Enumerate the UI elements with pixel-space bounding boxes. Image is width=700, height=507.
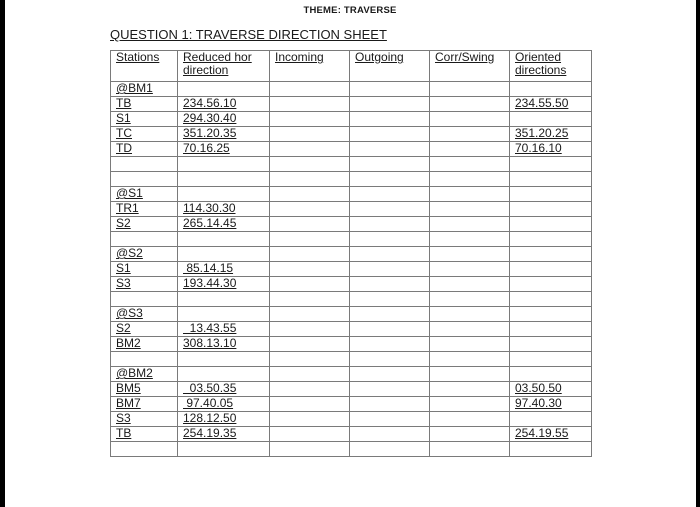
oriented-direction-cell: 351.20.25 [510, 127, 592, 142]
station-cell: BM5 [111, 382, 178, 397]
table-row [111, 337, 592, 352]
station-cell: S1 [111, 112, 178, 127]
corr-swing-cell [430, 367, 510, 382]
right-dark-border [696, 0, 700, 507]
table-row [111, 382, 592, 397]
outgoing-cell [350, 442, 430, 457]
oriented-direction-cell [510, 112, 592, 127]
corr-swing-cell [430, 172, 510, 187]
corr-swing-cell [430, 352, 510, 367]
outgoing-cell [350, 112, 430, 127]
incoming-cell [270, 352, 350, 367]
corr-swing-cell [430, 427, 510, 442]
outgoing-cell [350, 412, 430, 427]
station-cell [111, 442, 178, 457]
corr-swing-cell [430, 127, 510, 142]
outgoing-cell [350, 217, 430, 232]
incoming-cell [270, 292, 350, 307]
reduced-direction-cell [178, 82, 270, 97]
reduced-direction-cell: 265.14.45 [178, 217, 270, 232]
reduced-direction-cell: 351.20.35 [178, 127, 270, 142]
oriented-direction-cell [510, 277, 592, 292]
station-cell: S2 [111, 322, 178, 337]
outgoing-cell [350, 307, 430, 322]
oriented-direction-cell [510, 202, 592, 217]
reduced-direction-cell: 234.56.10 [178, 97, 270, 112]
table-row [111, 322, 592, 337]
station-cell: TD [111, 142, 178, 157]
corr-swing-cell [430, 337, 510, 352]
station-cell: @BM1 [111, 82, 178, 97]
incoming-cell [270, 397, 350, 412]
incoming-cell [270, 157, 350, 172]
outgoing-cell [350, 232, 430, 247]
reduced-direction-cell: 03.50.35 [178, 382, 270, 397]
corr-swing-cell [430, 232, 510, 247]
incoming-cell [270, 97, 350, 112]
outgoing-cell [350, 352, 430, 367]
oriented-direction-cell [510, 292, 592, 307]
outgoing-cell [350, 247, 430, 262]
incoming-cell [270, 427, 350, 442]
outgoing-cell [350, 172, 430, 187]
table-row [111, 142, 592, 157]
incoming-cell [270, 127, 350, 142]
incoming-cell [270, 217, 350, 232]
outgoing-cell [350, 202, 430, 217]
corr-swing-cell [430, 442, 510, 457]
outgoing-cell [350, 82, 430, 97]
incoming-cell [270, 202, 350, 217]
header-stations: Stations [111, 51, 178, 82]
outgoing-cell [350, 397, 430, 412]
corr-swing-cell [430, 412, 510, 427]
corr-swing-cell [430, 217, 510, 232]
station-cell: TR1 [111, 202, 178, 217]
reduced-direction-cell: 128.12.50 [178, 412, 270, 427]
outgoing-cell [350, 187, 430, 202]
reduced-direction-cell [178, 172, 270, 187]
oriented-direction-cell: 03.50.50 [510, 382, 592, 397]
oriented-direction-cell [510, 262, 592, 277]
incoming-cell [270, 112, 350, 127]
reduced-direction-cell [178, 367, 270, 382]
reduced-direction-cell [178, 292, 270, 307]
table-row [111, 232, 592, 247]
station-cell: BM2 [111, 337, 178, 352]
theme-heading: THEME: TRAVERSE [303, 5, 397, 16]
table-row [111, 127, 592, 142]
traverse-direction-table [110, 50, 592, 457]
reduced-direction-cell: 85.14.15 [178, 262, 270, 277]
reduced-direction-cell: 193.44.30 [178, 277, 270, 292]
header-oriented-directions: Oriented directions [510, 51, 592, 82]
table-row [111, 172, 592, 187]
table-row [111, 187, 592, 202]
outgoing-cell [350, 322, 430, 337]
station-cell: S3 [111, 277, 178, 292]
table-row [111, 217, 592, 232]
oriented-direction-cell [510, 217, 592, 232]
oriented-direction-cell [510, 367, 592, 382]
incoming-cell [270, 322, 350, 337]
corr-swing-cell [430, 322, 510, 337]
outgoing-cell [350, 157, 430, 172]
table-row [111, 412, 592, 427]
outgoing-cell [350, 262, 430, 277]
station-cell: @S2 [111, 247, 178, 262]
oriented-direction-cell [510, 187, 592, 202]
reduced-direction-cell [178, 442, 270, 457]
incoming-cell [270, 232, 350, 247]
incoming-cell [270, 262, 350, 277]
reduced-direction-cell: 308.13.10 [178, 337, 270, 352]
header-outgoing: Outgoing [350, 51, 430, 82]
station-cell: S3 [111, 412, 178, 427]
question-title: QUESTION 1: TRAVERSE DIRECTION SHEET [110, 27, 387, 42]
station-cell [111, 157, 178, 172]
outgoing-cell [350, 292, 430, 307]
corr-swing-cell [430, 112, 510, 127]
incoming-cell [270, 172, 350, 187]
table-row [111, 97, 592, 112]
reduced-direction-cell: 70.16.25 [178, 142, 270, 157]
oriented-direction-cell [510, 232, 592, 247]
incoming-cell [270, 337, 350, 352]
outgoing-cell [350, 127, 430, 142]
corr-swing-cell [430, 82, 510, 97]
incoming-cell [270, 307, 350, 322]
incoming-cell [270, 367, 350, 382]
table-row [111, 367, 592, 382]
reduced-direction-cell [178, 232, 270, 247]
corr-swing-cell [430, 97, 510, 112]
oriented-direction-cell [510, 322, 592, 337]
table-row [111, 352, 592, 367]
oriented-direction-cell [510, 172, 592, 187]
corr-swing-cell [430, 157, 510, 172]
station-cell: TB [111, 97, 178, 112]
table-row [111, 82, 592, 97]
outgoing-cell [350, 97, 430, 112]
station-cell: TB [111, 427, 178, 442]
table-row [111, 202, 592, 217]
corr-swing-cell [430, 187, 510, 202]
oriented-direction-cell: 97.40.30 [510, 397, 592, 412]
incoming-cell [270, 412, 350, 427]
corr-swing-cell [430, 202, 510, 217]
oriented-direction-cell [510, 307, 592, 322]
station-cell: S2 [111, 217, 178, 232]
corr-swing-cell [430, 292, 510, 307]
table-row [111, 262, 592, 277]
corr-swing-cell [430, 262, 510, 277]
table-row [111, 397, 592, 412]
station-cell [111, 232, 178, 247]
oriented-direction-cell: 70.16.10 [510, 142, 592, 157]
outgoing-cell [350, 277, 430, 292]
oriented-direction-cell [510, 412, 592, 427]
table-row [111, 427, 592, 442]
corr-swing-cell [430, 142, 510, 157]
outgoing-cell [350, 427, 430, 442]
reduced-direction-cell: 294.30.40 [178, 112, 270, 127]
table-row [111, 157, 592, 172]
oriented-direction-cell [510, 247, 592, 262]
oriented-direction-cell: 254.19.55 [510, 427, 592, 442]
corr-swing-cell [430, 247, 510, 262]
table-body [111, 82, 592, 457]
oriented-direction-cell [510, 157, 592, 172]
oriented-direction-cell [510, 442, 592, 457]
reduced-direction-cell: 97.40.05 [178, 397, 270, 412]
station-cell [111, 292, 178, 307]
header-incoming: Incoming [270, 51, 350, 82]
outgoing-cell [350, 367, 430, 382]
station-cell [111, 352, 178, 367]
table-row [111, 307, 592, 322]
reduced-direction-cell [178, 307, 270, 322]
station-cell: TC [111, 127, 178, 142]
incoming-cell [270, 382, 350, 397]
incoming-cell [270, 442, 350, 457]
reduced-direction-cell [178, 187, 270, 202]
left-dark-border [0, 0, 5, 507]
corr-swing-cell [430, 382, 510, 397]
header-corr-swing: Corr/Swing [430, 51, 510, 82]
outgoing-cell [350, 337, 430, 352]
reduced-direction-cell [178, 247, 270, 262]
station-cell: @S1 [111, 187, 178, 202]
oriented-direction-cell [510, 352, 592, 367]
incoming-cell [270, 247, 350, 262]
incoming-cell [270, 82, 350, 97]
corr-swing-cell [430, 277, 510, 292]
header-row [111, 51, 592, 82]
table-row [111, 442, 592, 457]
station-cell: BM7 [111, 397, 178, 412]
station-cell: S1 [111, 262, 178, 277]
table-row [111, 247, 592, 262]
reduced-direction-cell [178, 157, 270, 172]
header-reduced-direction: Reduced hor direction [178, 51, 270, 82]
corr-swing-cell [430, 397, 510, 412]
oriented-direction-cell [510, 82, 592, 97]
station-cell: @BM2 [111, 367, 178, 382]
outgoing-cell [350, 142, 430, 157]
reduced-direction-cell: 114.30.30 [178, 202, 270, 217]
station-cell: @S3 [111, 307, 178, 322]
reduced-direction-cell: 254.19.35 [178, 427, 270, 442]
reduced-direction-cell: 13.43.55 [178, 322, 270, 337]
station-cell [111, 172, 178, 187]
table-row [111, 292, 592, 307]
reduced-direction-cell [178, 352, 270, 367]
incoming-cell [270, 187, 350, 202]
outgoing-cell [350, 382, 430, 397]
table-row [111, 112, 592, 127]
oriented-direction-cell: 234.55.50 [510, 97, 592, 112]
incoming-cell [270, 142, 350, 157]
table-row [111, 277, 592, 292]
incoming-cell [270, 277, 350, 292]
oriented-direction-cell [510, 337, 592, 352]
corr-swing-cell [430, 307, 510, 322]
